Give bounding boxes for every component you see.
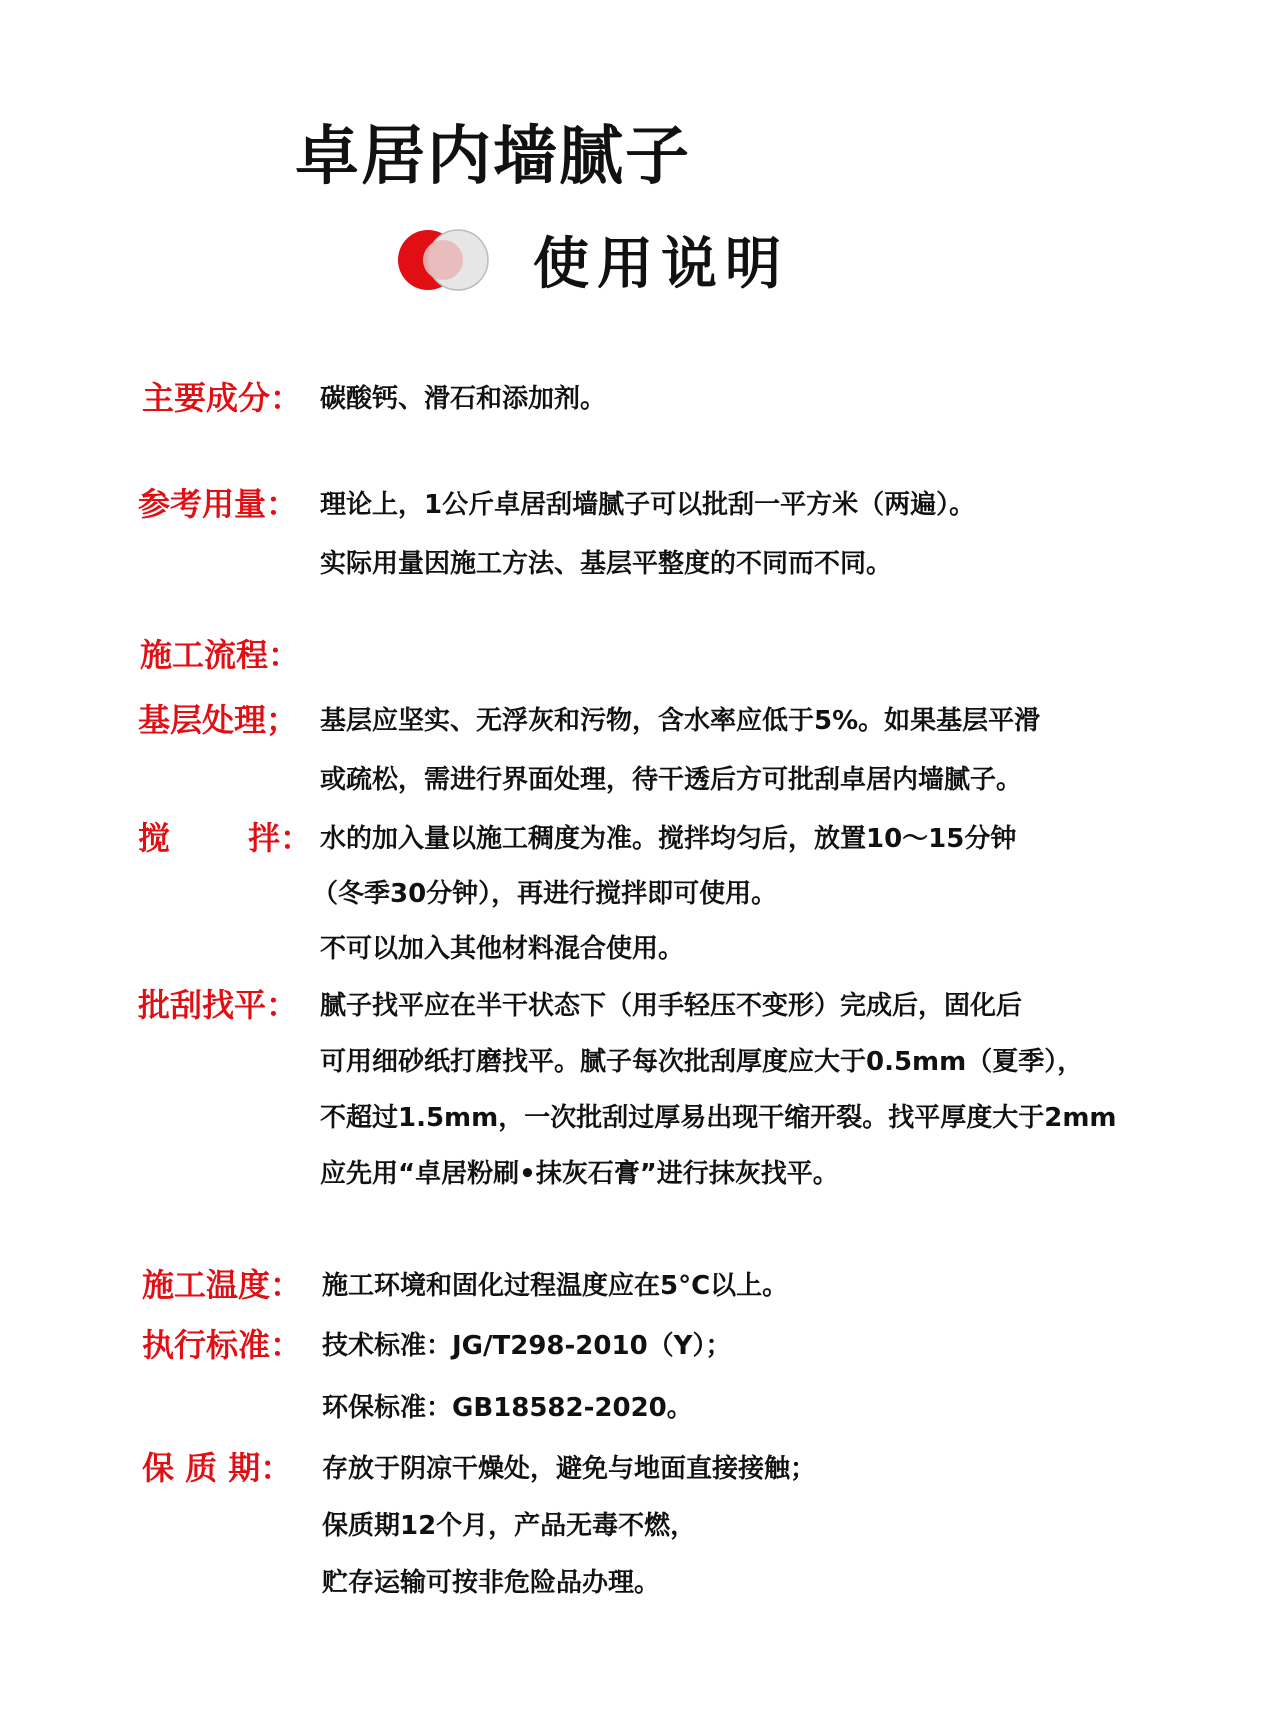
base-line: 或疏松，需进行界面处理，待干透后方可批刮卓居内墙腻子。 — [320, 765, 1023, 795]
label-mixing-a: 搅 — [138, 819, 171, 857]
mixing-line: （冬季30分钟），再进行搅拌即可使用。 — [312, 879, 778, 909]
subtitle-row — [395, 220, 789, 300]
shelf-line: 贮存运输可按非危险品办理。 — [322, 1568, 661, 1598]
label-standard: 执行标准： — [142, 1326, 303, 1364]
standard-line: 环保标准：GB18582-2020。 — [322, 1393, 693, 1423]
label-mixing-b: 拌： — [248, 819, 313, 857]
dosage-line: 理论上，1公斤卓居刮墙腻子可以批刮一平方米（两遍）。 — [320, 490, 976, 520]
standard-line: 技术标准：JG/T298-2010（Y）； — [322, 1331, 732, 1361]
shelf-line: 存放于阴凉干燥处，避免与地面直接接触； — [322, 1454, 817, 1484]
mixing-line: 不可以加入其他材料混合使用。 — [320, 934, 685, 964]
ingredients-line: 碳酸钙、滑石和添加剂。 — [320, 384, 607, 414]
scraping-line: 腻子找平应在半干状态下（用手轻压不变形）完成后，固化后 — [320, 991, 1023, 1021]
shelf-line: 保质期12个月，产品无毒不燃， — [322, 1511, 697, 1541]
label-scraping: 批刮找平： — [138, 986, 299, 1024]
mixing-line: 水的加入量以施工稠度为准。搅拌均匀后，放置10～15分钟 — [320, 824, 1017, 854]
label-dosage: 参考用量： — [138, 485, 299, 523]
circles-logo-icon — [395, 225, 495, 295]
label-ingredients: 主要成分： — [142, 379, 303, 417]
dosage-line: 实际用量因施工方法、基层平整度的不同而不同。 — [320, 549, 893, 579]
label-shelf-life: 保 质 期： — [142, 1449, 293, 1487]
base-line: 基层应坚实、无浮灰和污物，含水率应低于5%。如果基层平滑 — [320, 706, 1041, 736]
scraping-line: 不超过1.5mm，一次批刮过厚易出现干缩开裂。找平厚度大于2mm — [320, 1103, 1117, 1133]
label-temperature: 施工温度： — [142, 1266, 303, 1304]
label-process: 施工流程： — [140, 636, 301, 674]
scraping-line: 可用细砂纸打磨找平。腻子每次批刮厚度应大于0.5mm（夏季）， — [320, 1047, 1084, 1077]
page-title: 卓居内墙腻子 — [295, 119, 691, 194]
page-subtitle: 使用说明 — [533, 231, 789, 297]
scraping-line: 应先用“卓居粉刷•抹灰石膏”进行抹灰找平。 — [320, 1159, 839, 1189]
temperature-line: 施工环境和固化过程温度应在5°C以上。 — [322, 1271, 789, 1301]
label-base: 基层处理； — [138, 701, 299, 739]
